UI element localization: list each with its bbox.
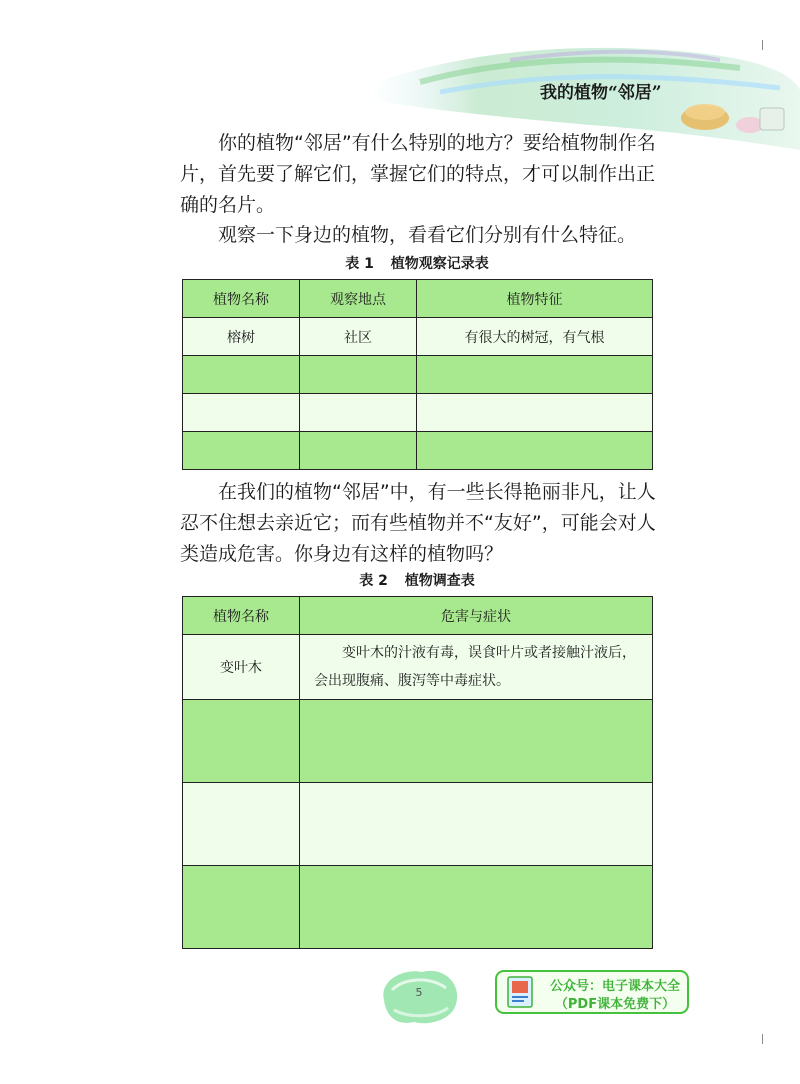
header-cell: 植物名称 <box>183 597 300 635</box>
intro-paragraph: 你的植物“邻居”有什么特别的地方？要给植物制作名片，首先要了解它们，掌握它们的特点，才可以制作出正确的名片。 <box>180 132 656 216</box>
table-cell[interactable] <box>300 356 417 394</box>
wechat-badge <box>495 970 689 1014</box>
table-cell: 变叶木 <box>183 635 300 700</box>
table-cell[interactable] <box>300 783 653 866</box>
table-cell[interactable] <box>183 866 300 949</box>
badge-subtitle: （PDF课本免费下） <box>554 997 676 1012</box>
table2-caption <box>182 570 652 590</box>
table2-caption-title: 植物调查表 <box>404 573 475 589</box>
table-cell: 变叶木的汁液有毒，误食叶片或者接触汁液后，会出现腹痛、腹泻等中毒症状。 <box>300 635 653 700</box>
plant-survey-table <box>182 596 653 949</box>
table-row <box>183 700 653 783</box>
table-row <box>183 432 653 470</box>
table-cell[interactable] <box>300 866 653 949</box>
header-cell: 危害与症状 <box>300 597 653 635</box>
table-row <box>183 783 653 866</box>
table-row <box>183 635 653 700</box>
table-cell[interactable] <box>300 394 417 432</box>
table2-caption-number: 表 2 <box>359 573 388 589</box>
table-cell[interactable] <box>183 700 300 783</box>
middle-paragraph: 在我们的植物“邻居”中，有一些长得艳丽非凡，让人忍不住想去亲近它；而有些植物并不“友好”，可能会对人类造成危害。你身边有这样的植物吗？ <box>180 481 656 565</box>
book-icon <box>506 975 536 1009</box>
table-cell[interactable] <box>417 432 653 470</box>
crop-mark <box>762 40 763 50</box>
table-cell[interactable] <box>300 700 653 783</box>
table-cell[interactable] <box>417 394 653 432</box>
badge-title: 公众号：电子课本大全 <box>549 979 680 994</box>
table-cell: 社区 <box>300 318 417 356</box>
crop-mark <box>762 1034 763 1044</box>
table-row <box>183 394 653 432</box>
table-cell: 榕树 <box>183 318 300 356</box>
header-cell: 观察地点 <box>300 280 417 318</box>
table-cell[interactable] <box>417 356 653 394</box>
header-cell: 植物名称 <box>183 280 300 318</box>
table1-caption <box>182 253 652 273</box>
table-header-row <box>183 280 653 318</box>
table-row <box>183 866 653 949</box>
plant-observation-table <box>182 279 653 470</box>
header-cell: 植物特征 <box>417 280 653 318</box>
table-row <box>183 318 653 356</box>
table-cell: 有很大的树冠，有气根 <box>417 318 653 356</box>
table-cell[interactable] <box>300 432 417 470</box>
table-row <box>183 356 653 394</box>
table-cell[interactable] <box>183 783 300 866</box>
table1-caption-number: 表 1 <box>345 256 374 272</box>
table1-caption-title: 植物观察记录表 <box>390 256 489 272</box>
page-number: 5 <box>415 986 423 999</box>
table-cell[interactable] <box>183 356 300 394</box>
page-header-title: 我的植物“邻居” <box>540 83 662 103</box>
table-cell[interactable] <box>183 432 300 470</box>
table-header-row <box>183 597 653 635</box>
table-cell[interactable] <box>183 394 300 432</box>
intro-instruction: 观察一下身边的植物，看看它们分别有什么特征。 <box>218 224 637 246</box>
